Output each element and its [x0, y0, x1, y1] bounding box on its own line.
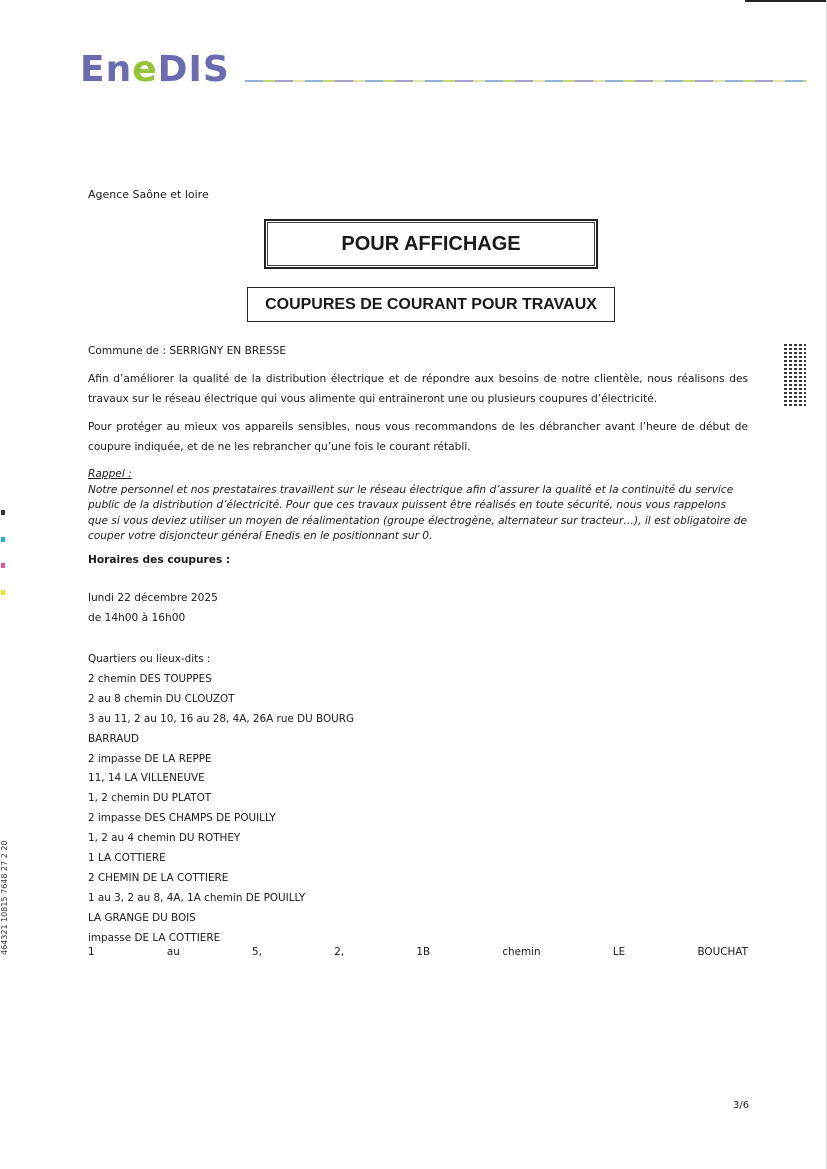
places-list — [88, 650, 354, 949]
commune-line: Commune de : SERRIGNY EN BRESSE — [88, 345, 287, 357]
list-item: 2 impasse DES CHAMPS DE POUILLY — [88, 812, 276, 825]
scan-edge-mark — [745, 0, 827, 2]
list-item: 2 impasse DE LA REPPE — [88, 752, 212, 765]
list-item: 3 au 11, 2 au 10, 16 au 28, 4A, 26A rue DU BOURG — [88, 712, 355, 725]
page-title: POUR AFFICHAGE — [341, 232, 521, 255]
word: LE — [612, 946, 626, 958]
logo-part-2: e — [132, 49, 158, 90]
list-item: 1 LA COTTIERE — [88, 852, 166, 865]
outage-date: lundi 22 décembre 2025 — [88, 592, 218, 604]
rappel-text: Notre personnel et nos prestataires travaillent sur le réseau électrique afin d’assurer la qualité et la continuité du service public de la distribution d’électricité. Pour que ces travaux puissent être réalisés en toute sécurité, nous vous rappelons que si vous deviez utiliser un moyen de réalimentation (groupe électrogène, alternateur sur tracteur…), il est obligatoire de couper votre disjoncteur général Enedis en le positionnant sur 0. — [88, 483, 748, 542]
word: 2, — [334, 946, 345, 958]
word: BOUCHAT — [697, 946, 748, 958]
title-box — [264, 219, 598, 269]
word: au — [166, 946, 180, 958]
page-subtitle: COUPURES DE COURANT POUR TRAVAUX — [265, 295, 597, 313]
print-mark-yellow — [1, 590, 5, 595]
list-item: 1, 2 au 4 chemin DU ROTHEY — [88, 832, 241, 845]
list-item: 2 CHEMIN DE LA COTTIERE — [88, 871, 229, 884]
list-item: 1 au 3, 2 au 8, 4A, 1A chemin DE POUILLY — [88, 891, 306, 904]
justified-address-line — [88, 946, 748, 958]
list-item: LA GRANGE DU BOIS — [88, 911, 196, 924]
print-mark-black — [1, 510, 5, 515]
word: 5, — [252, 946, 262, 958]
word: 1B — [416, 946, 431, 958]
header-divider-line — [245, 80, 807, 82]
page-number: 3/6 — [733, 1100, 750, 1111]
list-item: 1, 2 chemin DU PLATOT — [88, 792, 212, 805]
subtitle-box — [247, 287, 615, 322]
enedis-logo — [80, 49, 230, 90]
print-mark-magenta — [1, 563, 5, 568]
logo-part-1: En — [80, 49, 133, 90]
print-mark-cyan — [1, 537, 5, 542]
side-tracking-number: 464321 10815 7648 27 2 20 — [0, 840, 9, 955]
word: 1 — [88, 946, 95, 958]
quartiers-heading: Quartiers ou lieux-dits : — [88, 653, 211, 665]
rappel-label: Rappel : — [88, 468, 132, 480]
datamatrix-code-overlay — [784, 342, 806, 406]
list-item: 2 chemin DES TOUPPES — [88, 672, 212, 685]
intro-paragraph: Afin d’améliorer la qualité de la distribution électrique et de répondre aux besoins de notre clientèle, nous réalisons des travaux sur le réseau électrique qui vous alimente qui entraineront une ou plusieurs coupures d’électricité. — [88, 373, 748, 405]
rappel-block — [88, 467, 748, 545]
outage-time: de 14h00 à 16h00 — [88, 612, 186, 624]
agency-name: Agence Saône et loire — [88, 188, 209, 201]
advice-paragraph: Pour protéger au mieux vos appareils sensibles, nous vous recommandons de les débrancher avant l’heure de début de coupure indiquée, et de ne les rebrancher qu’une fois le courant rétabli. — [88, 421, 748, 453]
list-item: 11, 14 LA VILLENEUVE — [88, 772, 205, 785]
list-item: impasse DE LA COTTIERE — [88, 931, 221, 944]
horaires-heading: Horaires des coupures : — [88, 554, 231, 566]
word: chemin — [502, 946, 541, 958]
logo-part-3: DIS — [157, 49, 230, 90]
list-item: BARRAUD — [88, 732, 139, 745]
list-item: 2 au 8 chemin DU CLOUZOT — [88, 692, 235, 705]
